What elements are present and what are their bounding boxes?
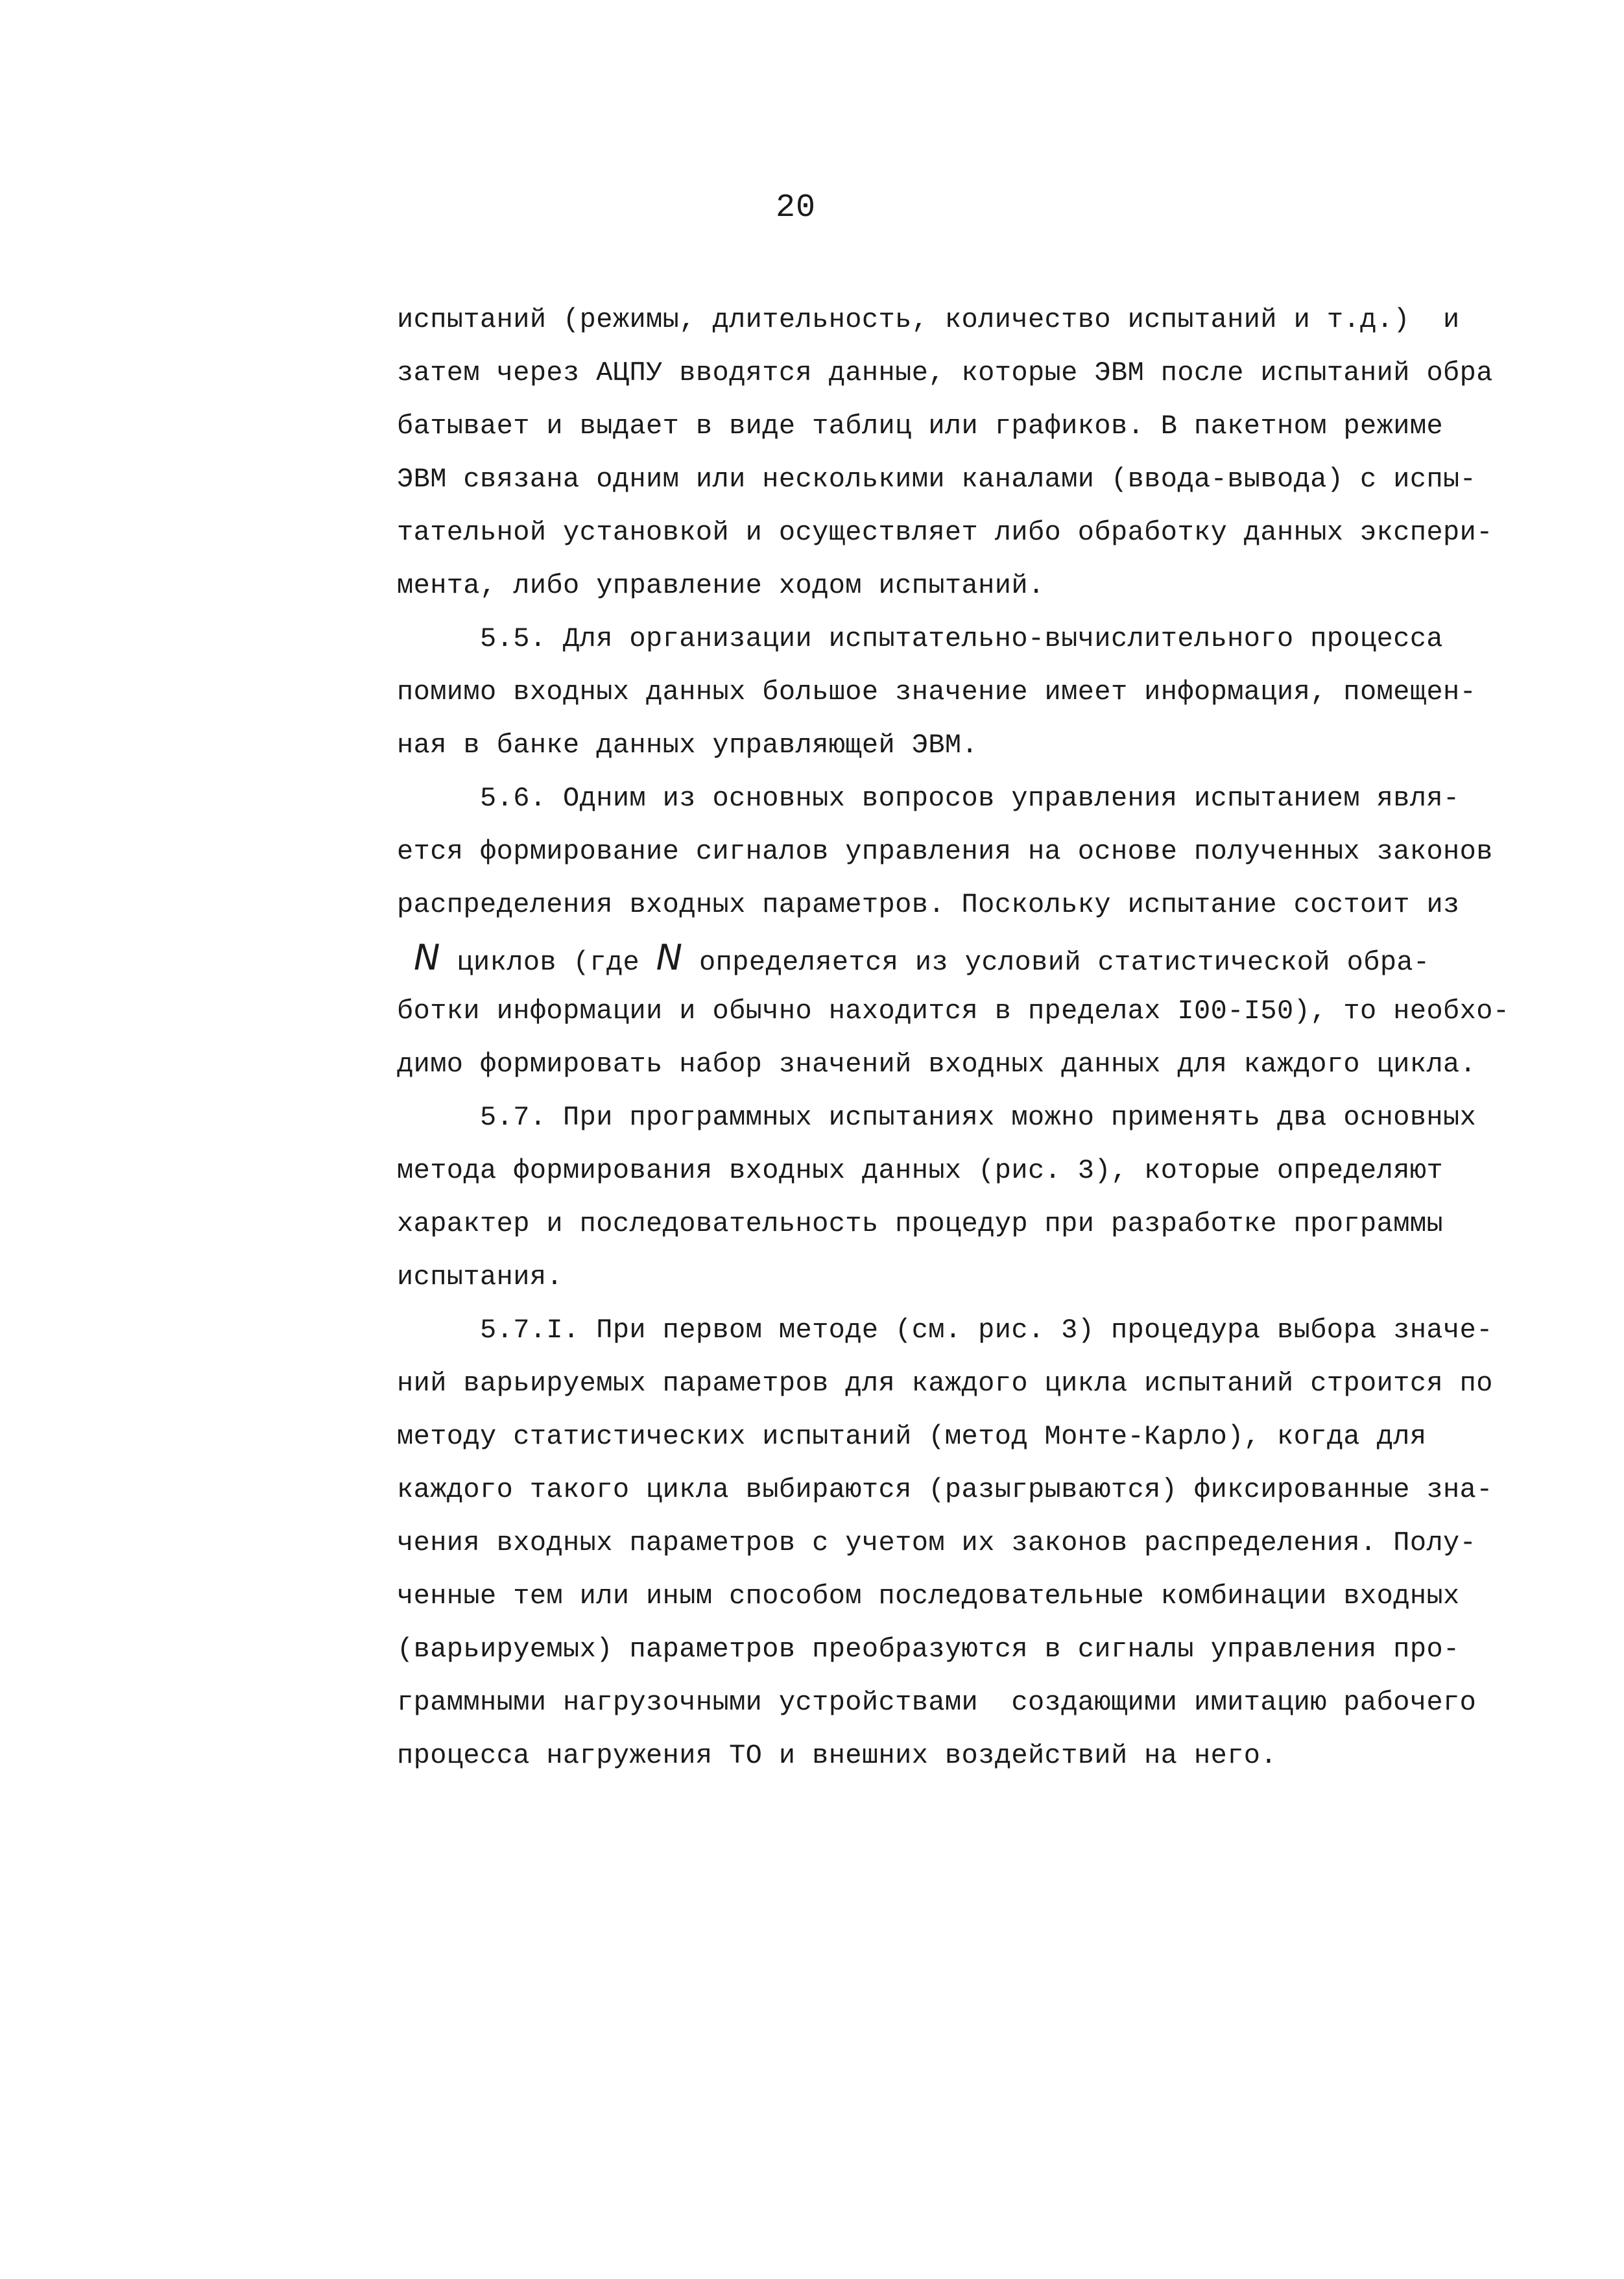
paragraph-5-7-start: 5.7. При программных испытаниях можно применять два основных (480, 1102, 1477, 1133)
text-line: испытаний (режимы, длительность, количество испытаний и т.д.) и (397, 304, 1460, 335)
text-line: ется формирование сигналов управления на основе полученных законов (397, 836, 1493, 867)
paragraph-5-5-start: 5.5. Для организации испытательно-вычислительного процесса (480, 623, 1444, 654)
text-line: ная в банке данных управляющей ЭВМ. (397, 730, 979, 761)
text-line: характер и последовательность процедур при разработке программы (397, 1208, 1444, 1239)
text-line: ЭВМ связана одним или несколькими каналами (ввода-вывода) с испы- (397, 464, 1477, 495)
text-line: распределения входных параметров. Поскольку испытание состоит из (397, 889, 1460, 920)
text-line: каждого такого цикла выбираются (разыгрываются) фиксированные зна- (397, 1474, 1493, 1505)
text-line: ний варьируемых параметров для каждого цикла испытаний строится по (397, 1368, 1493, 1399)
text-line: (варьируемых) параметров преобразуются в сигналы управления про- (397, 1634, 1460, 1665)
text-fragment: циклов (где (440, 947, 656, 978)
paragraph-5-6-start: 5.6. Одним из основных вопросов управления испытанием явля- (480, 783, 1460, 814)
text-line: испытания. (397, 1261, 564, 1293)
text-line-with-variable (397, 931, 1474, 984)
variable-n: N (656, 937, 683, 978)
text-line: чения входных параметров с учетом их законов распределения. Полу- (397, 1527, 1477, 1558)
text-line: метода формирования входных данных (рис. 3), которые определяют (397, 1155, 1444, 1186)
text-line: методу статистических испытаний (метод Монте-Карло), когда для (397, 1421, 1427, 1452)
text-fragment: определяется из условий статистической обра- (682, 947, 1430, 978)
text-line: тательной установкой и осуществляет либо обработку данных экспери- (397, 517, 1493, 548)
variable-n: N (414, 937, 440, 978)
text-line: батывает и выдает в виде таблиц или графиков. В пакетном режиме (397, 411, 1444, 442)
text-line: затем через АЦПУ вводятся данные, которые ЭВМ после испытаний обра (397, 357, 1493, 388)
text-line: димо формировать набор значений входных данных для каждого цикла. (397, 1049, 1477, 1080)
page-number: 20 (776, 189, 817, 226)
body-text (397, 293, 1510, 1782)
text-line: ботки информации и обычно находится в пределах I00-I50), то необхо- (397, 996, 1510, 1027)
text-line: помимо входных данных большое значение имеет информация, помещен- (397, 676, 1477, 708)
text-line: граммными нагрузочными устройствами создающими имитацию рабочего (397, 1687, 1477, 1718)
text-line: мента, либо управление ходом испытаний. (397, 570, 1045, 601)
paragraph-5-7-1-start: 5.7.I. При первом методе (см. рис. 3) процедура выбора значе- (480, 1315, 1493, 1346)
text-line: процесса нагружения ТО и внешних воздействий на него. (397, 1740, 1278, 1771)
text-line: ченные тем или иным способом последовательные комбинации входных (397, 1581, 1460, 1612)
